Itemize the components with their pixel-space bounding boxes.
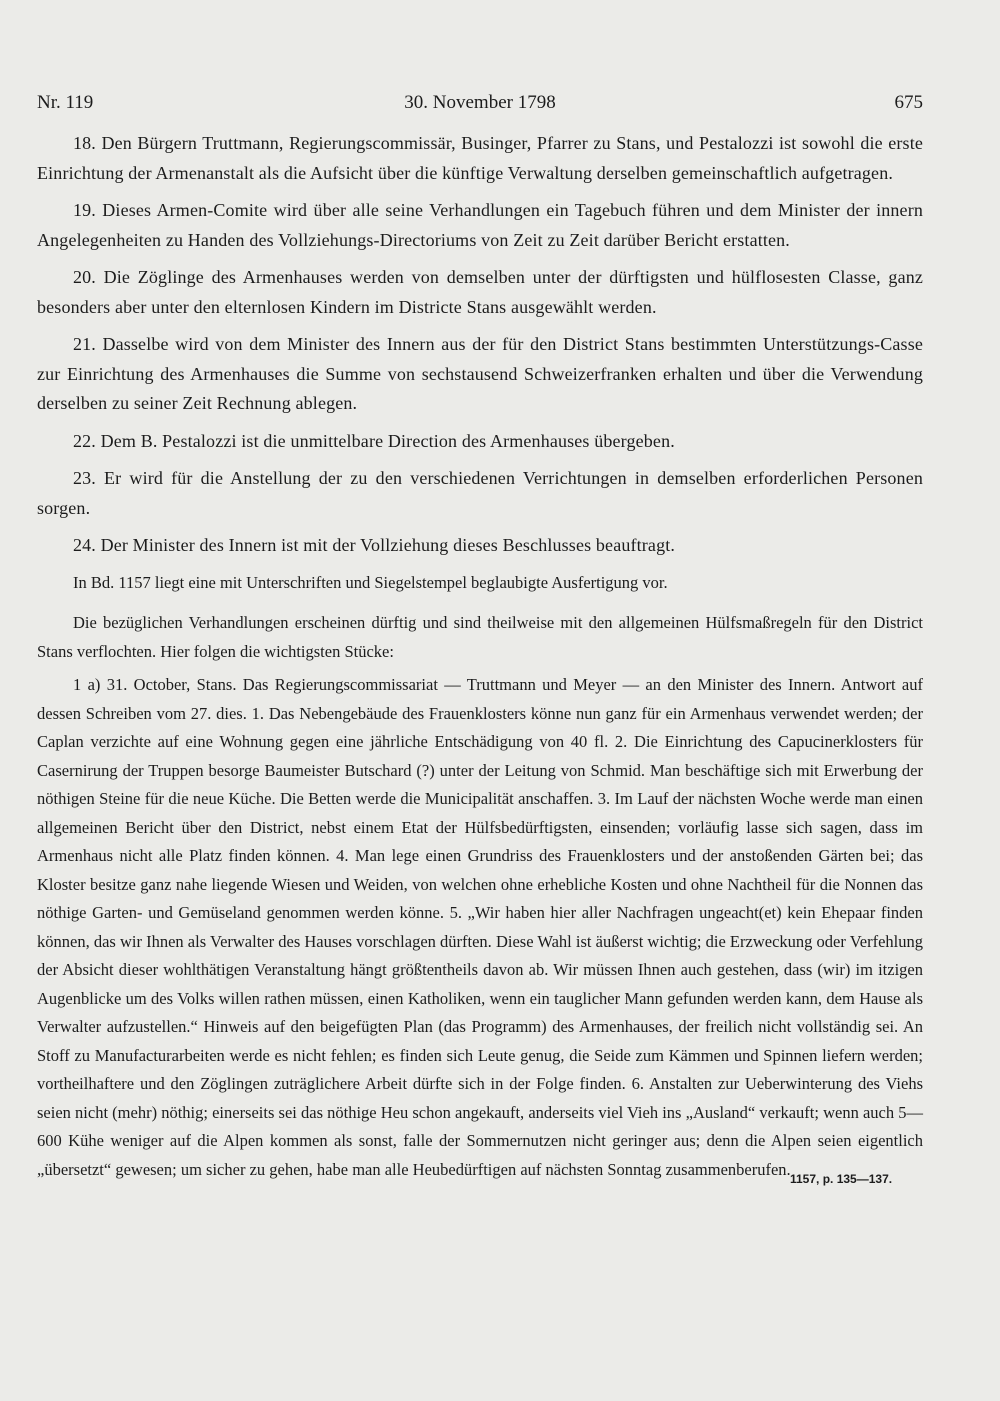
article-21: 21. Dasselbe wird von dem Minister des Innern aus der für den District Stans bestimmten Unterstützungs-Casse zur Einrichtung des Armenhauses die Summe von sechstausend Schweizerfranken erhalten und über die Verwendung derselben zu seiner Zeit Rechnung ablegen. bbox=[37, 334, 923, 413]
editorial-note-source: In Bd. 1157 liegt eine mit Unterschriften und Siegelstempel beglaubigte Ausfertigung vor. bbox=[73, 572, 668, 592]
article-23: 23. Er wird für die Anstellung der zu den verschiedenen Verrichtungen in demselben erforderlichen Personen sorgen. bbox=[37, 468, 923, 518]
article-19: 19. Dieses Armen-Comite wird über alle seine Verhandlungen ein Tagebuch führen und dem Minister der innern Angelegenheiten zu Handen des Vollziehungs-Directoriums von Zeit zu Zeit darüber Bericht erstatten. bbox=[37, 200, 923, 250]
running-header bbox=[37, 92, 923, 118]
page-number: 675 bbox=[894, 92, 923, 113]
document-body bbox=[37, 129, 923, 1189]
article-24: 24. Der Minister des Innern ist mit der Vollziehung dieses Beschlusses beauftragt. bbox=[73, 535, 676, 555]
header-date: 30. November 1798 bbox=[404, 92, 556, 113]
article-18: 18. Den Bürgern Truttmann, Regierungscommissär, Businger, Pfarrer zu Stans, und Pestalozzi ist sowohl die erste Einrichtung der Armenanstalt als die Aufsicht über die künftige Verwaltung derselben gemeinschaftlich aufgetragen. bbox=[37, 133, 923, 183]
source-reference: 1157, p. 135—137. bbox=[790, 1172, 893, 1186]
editorial-note-intro: Die bezüglichen Verhandlungen erscheinen dürftig und sind theilweise mit den allgemeinen Hülfsmaßregeln für den District Stans verflochten. Hier folgen die wichtigsten Stücke: bbox=[37, 613, 923, 661]
editorial-note-document-1a: 1 a) 31. October, Stans. Das Regierungscommissariat — Truttmann und Meyer — an den Minister des Innern. Antwort auf dessen Schreiben vom 27. dies. 1. Das Nebengebäude des Frauenklosters könne nun ganz für ein Armenhaus verwendet werden; der Caplan verzichte auf eine Wohnung gegen eine jährliche Entschädigung von 40 fl. 2. Die Einrichtung des Capucinerklosters für Casernirung der Truppen besorge Baumeister Butschard (?) unter der Leitung von Schmid. Man beschäftige sich mit Erwerbung der nöthigen Steine für die neue Küche. Die Betten werde die Municipalität anschaffen. 3. Im Lauf der nächsten Woche werde man einen allgemeinen Bericht über den District, nebst einem Etat der Hülfsbedürftigsten, einsenden; vorläufig lasse sich sagen, dass im Armenhaus nicht alle Platz finden können. 4. Man lege einen Grundriss des Frauenklosters und der anstoßenden Gärten bei; das Kloster besitze ganz nahe liegende Wiesen und Weiden, von welchen ohne erhebliche Kosten und ohne Nachtheil für die Nonnen das nöthige Garten- und Gemüseland genommen werden könne. 5. „Wir haben hier aller Nachfragen ungeacht(et) kein Ehepaar finden können, das wir Ihnen als Verwalter des Hauses vorschlagen dürften. Diese Wahl ist äußerst wichtig; die Erzweckung oder Verfehlung der Absicht dieser wohlthätigen Veranstaltung hängt größtentheils davon ab. Wir müssen Ihnen auch gestehen, dass (wir) im itzigen Augenblicke um des Volks willen rathen müssen, einen Katholiken, wenn ein tauglicher Mann gefunden werden kann, dem Hause als Verwalter aufzustellen.“ Hinweis auf den beigefügten Plan (das Programm) des Armenhauses, der freilich nicht vollständig sei. An Stoff zu Manufacturarbeiten werde es nicht fehlen; es finden sich Leute genug, die Seide zum Kämmen und Spinnen liefern werden; vortheilhaftere und den Zöglingen zuträglichere Arbeit dürfte sich in der Folge finden. 6. Anstalten zur Ueberwinterung des Viehs seien nicht (mehr) nöthig; einerseits sei das nöthige Heu schon angekauft, anderseits viel Vieh ins „Ausland“ verkauft; wenn auch 5—600 Kühe weniger auf die Alpen kommen als sonst, falle der Sommernutzen nicht geringer aus; denn die Alpen seien eigentlich „übersetzt“ gewesen; um sicher zu gehen, habe man alle Heubedürftigen auf nächsten Sonntag zusammenberufen. bbox=[37, 675, 923, 1179]
article-20: 20. Die Zöglinge des Armenhauses werden von demselben unter der dürftigsten und hülflosesten Classe, ganz besonders aber unter den elternlosen Kindern im Districte Stans ausgewählt werden. bbox=[37, 267, 923, 317]
document-number: Nr. 119 bbox=[37, 92, 94, 113]
article-22: 22. Dem B. Pestalozzi ist die unmittelbare Direction des Armenhauses übergeben. bbox=[73, 430, 675, 451]
